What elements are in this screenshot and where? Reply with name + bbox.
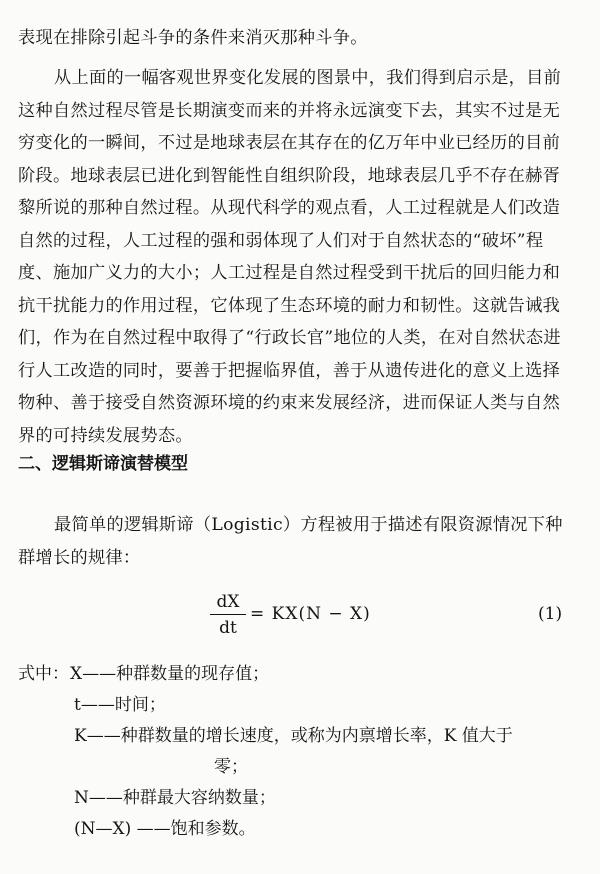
paragraph-main: 从上面的一幅客观世界变化发展的图景中，我们得到启示是，目前这种自然过程尽管是长期演变而来的并将永远演变下去，其实不过是无穷变化的一瞬间，不过是地球表层在其存在的亿万年中业已经历的目前阶段。地球表层已进化到智能性自组织阶段，地球表层几乎不存在赫胥黎所说的那种自然过程。从现代科学的观点看，人工过程就是人们改造自然的过程，人工过程的强和弱体现了人们对于自然状态的“破坏”程度、施加广义力的大小；人工过程是自然过程受到干扰后的回归能力和抗干扰能力的作用过程，它体现了生态环境的耐力和韧性。这就告诫我们，作为在自然过程中取得了“行政长官”地位的人类，在对自然状态进行人工改造的同时，要善于把握临界值，善于从遗传进化的意义上选择物种、善于接受自然资源环境的约束来发展经济，进而保证人类与自然界的可持续发展势态。 [18,68,562,446]
definition-n: N——种群最大容纳数量； [74,788,276,808]
equation-number: (1) [538,604,563,624]
equation-rhs: = KX(N − X) [250,604,371,624]
paragraph-intro: 表现在排除引起斗争的条件来消灭那种斗争。 [18,28,368,48]
section-heading: 二、逻辑斯谛演替模型 [18,454,188,474]
fraction-bar [210,614,246,615]
equation-numerator: dX [216,592,240,612]
logistic-equation [0,592,600,642]
equation-denominator: dt [219,618,237,638]
equation-fraction [210,592,246,638]
definition-k-continued: 零； [214,757,248,777]
definition-t: t——时间； [74,695,166,715]
definition-k: K——种群数量的增长速度，或称为内禀增长率，K 值大于 [74,726,513,746]
paragraph-logistic: 最简单的逻辑斯谛（Logistic）方程被用于描述有限资源情况下种群增长的规律： [18,515,563,568]
definitions-lead: 式中： [18,664,69,684]
definition-x: X——种群数量的现存值； [70,664,270,684]
definition-n-minus-x: (N—X) ——饱和参数。 [74,819,256,839]
